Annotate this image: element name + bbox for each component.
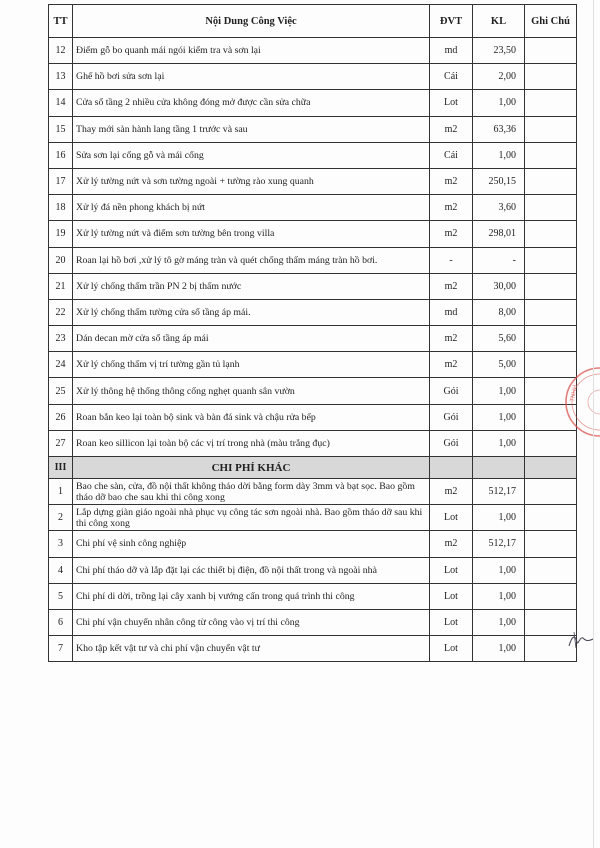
- item-quantity: 3,60: [473, 195, 525, 221]
- item-note: [525, 583, 577, 609]
- item-number: 4: [49, 557, 73, 583]
- item-note: [525, 64, 577, 90]
- table-row: [49, 116, 577, 142]
- item-note: [525, 168, 577, 194]
- item-number: 15: [49, 116, 73, 142]
- header-tt: TT: [49, 5, 73, 38]
- section-number: III: [49, 457, 73, 479]
- item-quantity: 1,00: [473, 142, 525, 168]
- table-row: [49, 326, 577, 352]
- item-unit: md: [430, 299, 473, 325]
- table-row: [49, 430, 577, 456]
- item-note: [525, 221, 577, 247]
- item-quantity: 512,17: [473, 531, 525, 557]
- item-quantity: 1,00: [473, 430, 525, 456]
- item-description: Chi phí di dời, trồng lại cây xanh bị vướng cấn trong quá trình thi công: [73, 583, 430, 609]
- signature-mark: [566, 628, 596, 652]
- item-description: Roan keo sillicon lại toàn bộ các vị trí trong nhà (màu trắng đục): [73, 430, 430, 456]
- item-number: 20: [49, 247, 73, 273]
- item-quantity: 30,00: [473, 273, 525, 299]
- item-note: [525, 299, 577, 325]
- item-description: Ghế hồ bơi sửa sơn lại: [73, 64, 430, 90]
- table-row: [49, 299, 577, 325]
- item-description: Roan lại hồ bơi ,xử lý tô gờ máng tràn và quét chống thấm máng tràn hồ bơi.: [73, 247, 430, 273]
- item-unit: md: [430, 38, 473, 64]
- section-empty-cell: [525, 457, 577, 479]
- item-quantity: 1,00: [473, 505, 525, 531]
- table-row: [49, 142, 577, 168]
- item-note: [525, 557, 577, 583]
- item-quantity: 63,36: [473, 116, 525, 142]
- table-row: [49, 168, 577, 194]
- item-quantity: 5,00: [473, 352, 525, 378]
- item-description: Xử lý thông hệ thống thông cống nghẹt quanh sân vườn: [73, 378, 430, 404]
- item-note: [525, 326, 577, 352]
- item-quantity: 1,00: [473, 404, 525, 430]
- section-empty-cell: [473, 457, 525, 479]
- table-row: [49, 273, 577, 299]
- item-description: Xử lý chống thấm tường cửa sổ tầng áp mái.: [73, 299, 430, 325]
- item-unit: Cái: [430, 64, 473, 90]
- svg-text:TNHH: TNHH: [569, 384, 579, 403]
- table-row: [49, 38, 577, 64]
- table-row: [49, 583, 577, 609]
- item-quantity: 512,17: [473, 479, 525, 505]
- table-row: [49, 378, 577, 404]
- item-quantity: 1,00: [473, 636, 525, 662]
- item-note: [525, 273, 577, 299]
- item-unit: m2: [430, 326, 473, 352]
- item-description: Kho tập kết vật tư và chi phí vận chuyển vật tư: [73, 636, 430, 662]
- work-items-table: [48, 4, 577, 662]
- section-title: CHI PHÍ KHÁC: [73, 457, 430, 479]
- item-number: 2: [49, 505, 73, 531]
- item-note: [525, 90, 577, 116]
- item-description: Xử lý tường nứt và điểm sơn tường bên trong villa: [73, 221, 430, 247]
- item-unit: -: [430, 247, 473, 273]
- item-description: Chi phí vận chuyển nhân công từ công vào vị trí thi công: [73, 609, 430, 635]
- item-quantity: 250,15: [473, 168, 525, 194]
- item-unit: Lot: [430, 557, 473, 583]
- item-description: Xử lý chống thấm vị trí tường gần tủ lạnh: [73, 352, 430, 378]
- item-number: 6: [49, 609, 73, 635]
- item-note: [525, 116, 577, 142]
- item-note: [525, 479, 577, 505]
- item-quantity: 8,00: [473, 299, 525, 325]
- item-quantity: 1,00: [473, 90, 525, 116]
- table-row: [49, 609, 577, 635]
- item-description: Xử lý tường nứt và sơn tường ngoài + tường rào xung quanh: [73, 168, 430, 194]
- item-note: [525, 195, 577, 221]
- item-unit: Lot: [430, 609, 473, 635]
- item-unit: m2: [430, 479, 473, 505]
- red-stamp-seal: [560, 362, 600, 442]
- item-description: Chi phí vệ sinh công nghiệp: [73, 531, 430, 557]
- table-header-row: [49, 5, 577, 38]
- header-unit: ĐVT: [430, 5, 473, 38]
- item-quantity: 5,60: [473, 326, 525, 352]
- section-empty-cell: [430, 457, 473, 479]
- item-quantity: 1,00: [473, 557, 525, 583]
- item-number: 22: [49, 299, 73, 325]
- item-note: [525, 247, 577, 273]
- table-row: [49, 404, 577, 430]
- item-description: Bao che sàn, cửa, đồ nội thất không tháo dời bằng form dày 3mm và bạt sọc. Bao gồm tháo dỡ bao che sau khi thi công xong: [73, 479, 430, 505]
- table-row: [49, 505, 577, 531]
- section-row: [49, 457, 577, 479]
- item-number: 18: [49, 195, 73, 221]
- item-number: 23: [49, 326, 73, 352]
- table-row: [49, 636, 577, 662]
- header-content: Nội Dung Công Việc: [73, 5, 430, 38]
- item-quantity: 1,00: [473, 378, 525, 404]
- item-description: Roan bắn keo lại toàn bộ sink và bàn đá sink và chậu rửa bếp: [73, 404, 430, 430]
- item-number: 3: [49, 531, 73, 557]
- item-quantity: 1,00: [473, 583, 525, 609]
- item-quantity: 23,50: [473, 38, 525, 64]
- item-number: 7: [49, 636, 73, 662]
- table-row: [49, 64, 577, 90]
- item-unit: m2: [430, 168, 473, 194]
- item-number: 19: [49, 221, 73, 247]
- item-number: 26: [49, 404, 73, 430]
- header-note: Ghi Chú: [525, 5, 577, 38]
- item-unit: m2: [430, 531, 473, 557]
- item-note: [525, 531, 577, 557]
- item-unit: Gói: [430, 430, 473, 456]
- table-row: [49, 479, 577, 505]
- item-unit: Gói: [430, 378, 473, 404]
- item-note: [525, 38, 577, 64]
- table-row: [49, 90, 577, 116]
- item-unit: m2: [430, 273, 473, 299]
- item-description: Sửa sơn lại cổng gỗ và mái cổng: [73, 142, 430, 168]
- item-description: Xử lý chống thấm trần PN 2 bị thấm nước: [73, 273, 430, 299]
- item-number: 16: [49, 142, 73, 168]
- item-number: 5: [49, 583, 73, 609]
- header-qty: KL: [473, 5, 525, 38]
- item-description: Điểm gỗ bo quanh mái ngói kiểm tra và sơn lại: [73, 38, 430, 64]
- item-number: 14: [49, 90, 73, 116]
- item-unit: Lot: [430, 505, 473, 531]
- item-number: 1: [49, 479, 73, 505]
- item-description: Thay mới sàn hành lang tầng 1 trước và sau: [73, 116, 430, 142]
- item-note: [525, 142, 577, 168]
- scan-edge-line: [593, 0, 594, 848]
- item-unit: m2: [430, 221, 473, 247]
- item-unit: Cái: [430, 142, 473, 168]
- item-number: 21: [49, 273, 73, 299]
- item-number: 17: [49, 168, 73, 194]
- item-quantity: 2,00: [473, 64, 525, 90]
- item-description: Dán decan mờ cửa sổ tầng áp mái: [73, 326, 430, 352]
- item-unit: Lot: [430, 90, 473, 116]
- item-quantity: 298,01: [473, 221, 525, 247]
- item-unit: m2: [430, 352, 473, 378]
- item-unit: m2: [430, 116, 473, 142]
- item-unit: m2: [430, 195, 473, 221]
- item-number: 25: [49, 378, 73, 404]
- item-number: 13: [49, 64, 73, 90]
- item-unit: Lot: [430, 583, 473, 609]
- item-quantity: -: [473, 247, 525, 273]
- item-number: 24: [49, 352, 73, 378]
- table-row: [49, 352, 577, 378]
- item-unit: Lot: [430, 636, 473, 662]
- item-unit: Gói: [430, 404, 473, 430]
- item-description: Xử lý đá nền phong khách bị nứt: [73, 195, 430, 221]
- item-description: Cửa sổ tầng 2 nhiều cửa không đóng mở được cần sửa chữa: [73, 90, 430, 116]
- table-row: [49, 531, 577, 557]
- table-row: [49, 557, 577, 583]
- table-row: [49, 221, 577, 247]
- item-number: 27: [49, 430, 73, 456]
- item-quantity: 1,00: [473, 609, 525, 635]
- table-row: [49, 195, 577, 221]
- table-row: [49, 247, 577, 273]
- item-description: Lắp dựng giàn giáo ngoài nhà phục vụ công tác sơn ngoài nhà. Bao gồm tháo dỡ sau khi thi công xong: [73, 505, 430, 531]
- item-description: Chi phí tháo dỡ và lắp đặt lại các thiết bị điện, đồ nội thất trong và ngoài nhà: [73, 557, 430, 583]
- item-note: [525, 505, 577, 531]
- item-number: 12: [49, 38, 73, 64]
